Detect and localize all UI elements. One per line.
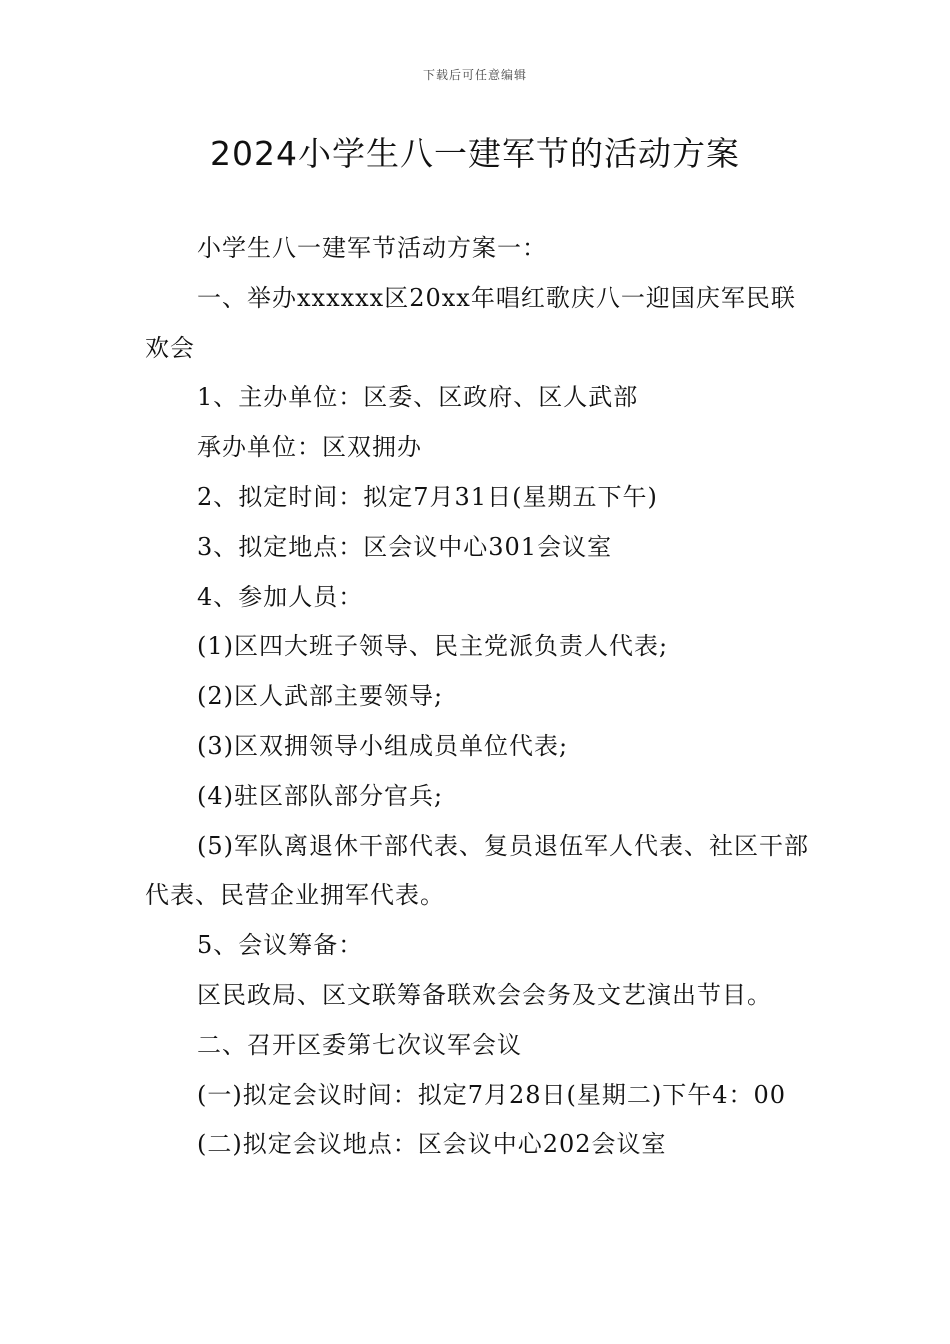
paragraph: (一)拟定会议时间：拟定7月28日(星期二)下午4：00 <box>197 1080 787 1109</box>
paragraph: (3)区双拥领导小组成员单位代表; <box>197 731 569 760</box>
paragraph: (4)驻区部队部分官兵; <box>197 781 444 810</box>
paragraph: (二)拟定会议地点：区会议中心202会议室 <box>197 1130 667 1159</box>
paragraph: 2、拟定时间：拟定7月31日(星期五下午) <box>197 482 658 511</box>
document-body <box>145 224 810 1170</box>
paragraph: 一、举办xxxxxx区20xx年唱红歌庆八一迎国庆军民联欢会 <box>145 283 796 362</box>
paragraph: 区民政局、区文联筹备联欢会会务及文艺演出节目。 <box>197 980 772 1009</box>
document-title: 2024小学生八一建军节的活动方案 <box>210 134 740 173</box>
paragraph: 5、会议筹备： <box>197 931 364 960</box>
paragraph: (1)区四大班子领导、民主党派负责人代表; <box>197 632 669 661</box>
paragraph: 二、召开区委第七次议军会议 <box>197 1030 522 1059</box>
paragraph: 承办单位：区双拥办 <box>197 433 422 462</box>
paragraph: 3、拟定地点：区会议中心301会议室 <box>197 532 613 561</box>
paragraph: 1、主办单位：区委、区政府、区人武部 <box>197 383 639 412</box>
paragraph: 小学生八一建军节活动方案一： <box>197 234 547 262</box>
header-note: 下载后可任意编辑 <box>422 68 527 82</box>
paragraph: 4、参加人员： <box>197 582 364 611</box>
paragraph: (2)区人武部主要领导; <box>197 682 444 711</box>
paragraph: (5)军队离退休干部代表、复员退伍军人代表、社区干部代表、民营企业拥军代表。 <box>145 831 809 910</box>
